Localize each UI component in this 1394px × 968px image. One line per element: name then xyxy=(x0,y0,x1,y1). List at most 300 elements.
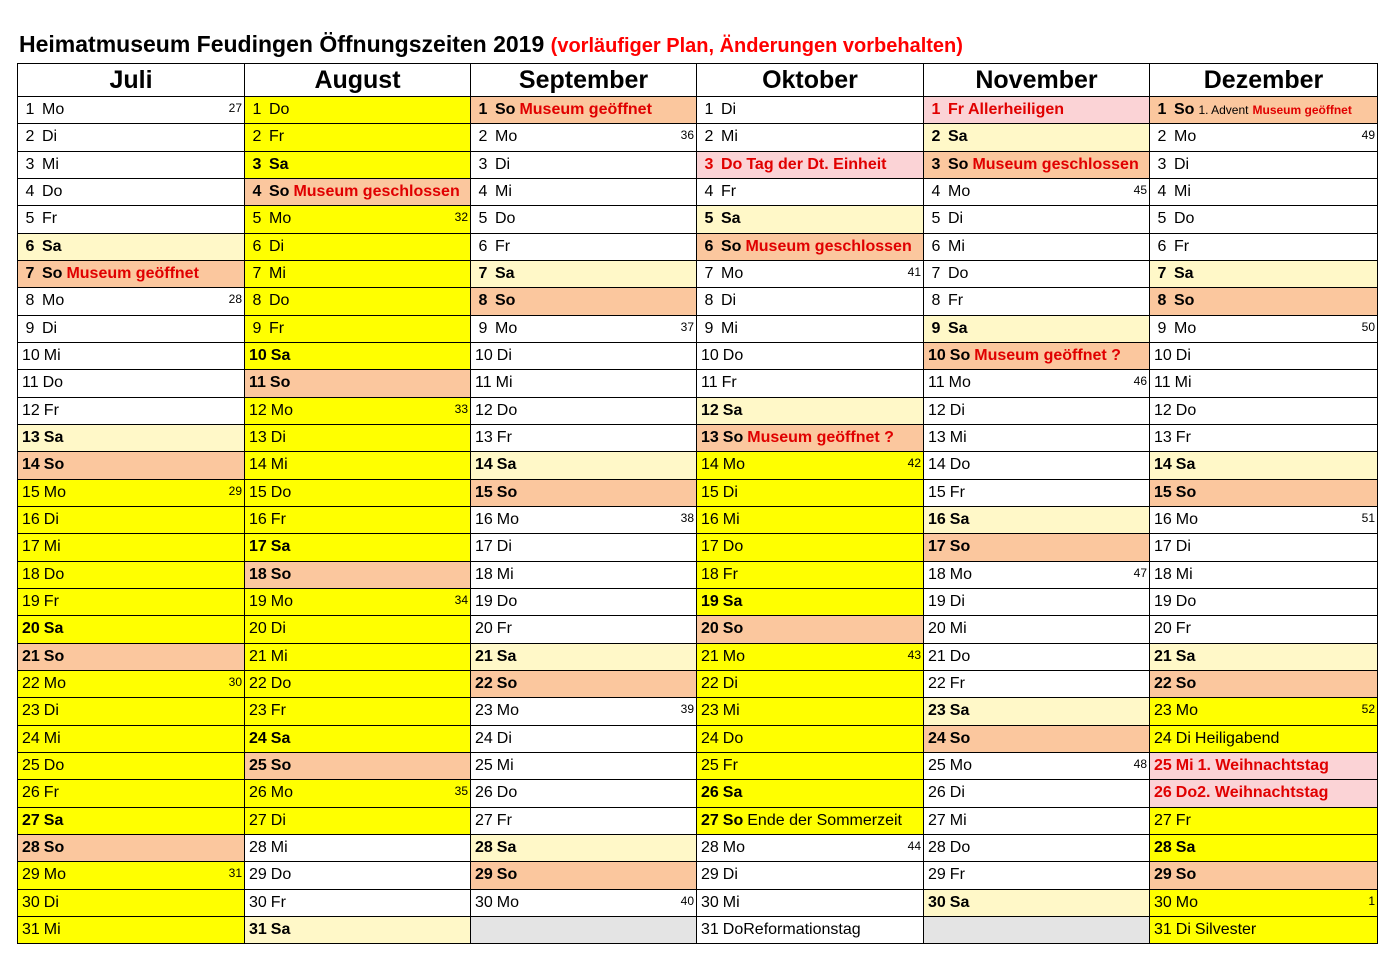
day-number: 7 xyxy=(1157,265,1167,283)
day-cell xyxy=(18,260,245,287)
day-note: Museum geschlossen xyxy=(972,155,1139,173)
day-number: 20 xyxy=(22,620,40,638)
day-cell xyxy=(1150,588,1378,615)
day-cell xyxy=(245,452,471,479)
table-row xyxy=(18,616,1378,643)
weekday: Sa xyxy=(270,921,291,938)
weekday: So xyxy=(722,811,744,829)
day-number: 4 xyxy=(252,183,262,201)
weekday: Fr xyxy=(1175,811,1191,829)
day-number: 10 xyxy=(1154,347,1172,365)
weekday: Sa xyxy=(722,593,743,611)
day-cell xyxy=(697,506,924,533)
day-number: 9 xyxy=(252,319,262,337)
day-number: 9 xyxy=(25,319,35,337)
week-number: 47 xyxy=(1133,565,1147,580)
day-cell xyxy=(471,670,697,697)
week-number: 34 xyxy=(454,592,468,607)
day-cell xyxy=(924,643,1150,670)
day-number: 12 xyxy=(928,401,946,419)
weekday: Mi xyxy=(495,374,513,392)
day-cell xyxy=(471,178,697,205)
weekday: Di xyxy=(1174,155,1190,173)
day-number: 2 xyxy=(25,128,35,146)
table-row xyxy=(18,315,1378,342)
day-cell xyxy=(245,178,471,205)
week-number: 35 xyxy=(454,784,468,799)
weekday: Mo xyxy=(949,757,973,775)
day-number: 10 xyxy=(249,347,267,365)
day-number: 1 xyxy=(478,101,488,119)
weekday: So xyxy=(43,647,65,665)
day-cell xyxy=(924,288,1150,315)
title-subtitle: (vorläufiger Plan, Änderungen vorbehalten) xyxy=(550,35,963,57)
weekday: Sa xyxy=(496,456,517,474)
table-row xyxy=(18,288,1378,315)
weekday: Mi xyxy=(42,155,59,173)
day-cell xyxy=(1150,534,1378,561)
day-cell xyxy=(697,862,924,889)
weekday: So xyxy=(1174,292,1195,310)
day-number: 20 xyxy=(1154,620,1172,638)
weekday: Mi xyxy=(270,647,288,665)
day-cell xyxy=(18,342,245,369)
weekday: Di xyxy=(43,702,59,720)
day-number: 29 xyxy=(22,866,40,884)
day-number: 28 xyxy=(1154,839,1172,857)
weekday: Mi xyxy=(948,237,965,255)
empty-cell xyxy=(471,916,697,943)
weekday: Mo xyxy=(495,319,518,337)
day-cell xyxy=(245,834,471,861)
weekday: Fr xyxy=(1175,620,1191,638)
day-number: 25 xyxy=(928,757,946,775)
day-number: 31 xyxy=(1154,921,1172,938)
weekday: Fr xyxy=(949,866,965,884)
weekday: So xyxy=(949,729,971,747)
day-number: 25 xyxy=(249,757,267,775)
day-note: Reformationstag xyxy=(743,921,861,938)
day-number: 12 xyxy=(249,401,267,419)
day-number: 27 xyxy=(928,811,946,829)
day-number: 24 xyxy=(928,729,946,747)
day-number: 19 xyxy=(701,593,719,611)
day-cell xyxy=(697,151,924,178)
table-row xyxy=(18,424,1378,451)
day-cell xyxy=(924,506,1150,533)
day-cell xyxy=(1150,506,1378,533)
day-cell xyxy=(1150,260,1378,287)
day-number: 21 xyxy=(475,647,493,665)
day-number: 19 xyxy=(475,593,493,611)
table-row xyxy=(18,916,1378,943)
weekday: So xyxy=(496,483,518,501)
day-number: 8 xyxy=(931,292,941,310)
weekday: So xyxy=(1175,675,1197,693)
day-cell xyxy=(471,342,697,369)
weekday: So xyxy=(949,347,971,365)
day-number: 6 xyxy=(1157,237,1167,255)
day-cell xyxy=(245,862,471,889)
day-number: 26 xyxy=(22,784,40,802)
day-number: 29 xyxy=(928,866,946,884)
day-cell xyxy=(471,807,697,834)
day-cell xyxy=(697,780,924,807)
day-cell xyxy=(1150,834,1378,861)
day-cell xyxy=(697,889,924,916)
day-number: 29 xyxy=(1154,866,1172,884)
day-cell xyxy=(18,178,245,205)
weekday: Do xyxy=(43,565,65,583)
table-row xyxy=(18,725,1378,752)
day-cell xyxy=(471,452,697,479)
day-cell xyxy=(924,725,1150,752)
weekday: Mi xyxy=(949,811,967,829)
day-number: 31 xyxy=(22,921,40,938)
day-number: 2 xyxy=(704,128,714,146)
day-cell xyxy=(18,916,245,943)
day-number: 10 xyxy=(22,347,40,365)
day-number: 30 xyxy=(928,893,946,911)
day-cell xyxy=(18,588,245,615)
day-cell xyxy=(697,807,924,834)
day-cell xyxy=(471,288,697,315)
day-number: 17 xyxy=(928,538,946,556)
day-number: 5 xyxy=(25,210,35,228)
day-cell xyxy=(245,725,471,752)
weekday: Di xyxy=(496,729,512,747)
day-cell xyxy=(697,206,924,233)
weekday: Di xyxy=(1175,538,1191,556)
day-cell xyxy=(924,862,1150,889)
day-number: 12 xyxy=(1154,401,1172,419)
day-cell xyxy=(697,97,924,124)
weekday: Fr xyxy=(496,811,512,829)
weekday: Di xyxy=(948,210,964,228)
day-cell xyxy=(245,752,471,779)
day-number: 20 xyxy=(701,620,719,638)
weekday: Mi xyxy=(1175,757,1194,775)
week-number: 28 xyxy=(228,292,242,307)
day-number: 2 xyxy=(931,128,941,146)
weekday: Mi xyxy=(496,565,514,583)
day-number: 30 xyxy=(475,893,493,911)
table-row xyxy=(18,670,1378,697)
weekday: Do xyxy=(269,292,290,310)
day-number: 3 xyxy=(478,155,488,173)
day-cell xyxy=(18,288,245,315)
day-cell xyxy=(697,342,924,369)
day-number: 2 xyxy=(1157,128,1167,146)
weekday: Di xyxy=(721,101,737,119)
day-cell xyxy=(245,479,471,506)
weekday: Mi xyxy=(722,893,740,911)
day-number: 6 xyxy=(252,237,262,255)
day-cell xyxy=(471,616,697,643)
day-cell xyxy=(697,260,924,287)
weekday: So xyxy=(1175,866,1197,884)
day-cell xyxy=(471,206,697,233)
weekday: Mi xyxy=(722,511,740,529)
day-cell xyxy=(471,889,697,916)
weekday: Do xyxy=(722,921,744,938)
day-cell xyxy=(1150,370,1378,397)
weekday: Do xyxy=(495,210,516,228)
day-number: 27 xyxy=(249,811,267,829)
day-number: 15 xyxy=(1154,483,1172,501)
day-number: 19 xyxy=(928,593,946,611)
day-cell xyxy=(245,206,471,233)
day-number: 27 xyxy=(475,811,493,829)
day-number: 23 xyxy=(22,702,40,720)
weekday: Mo xyxy=(43,483,67,501)
day-number: 17 xyxy=(701,538,719,556)
day-number: 24 xyxy=(701,729,719,747)
day-number: 27 xyxy=(22,811,40,829)
day-number: 21 xyxy=(22,647,40,665)
day-number: 21 xyxy=(1154,647,1172,665)
day-cell xyxy=(471,780,697,807)
day-number: 5 xyxy=(252,210,262,228)
weekday: Sa xyxy=(43,429,64,447)
weekday: Do xyxy=(1174,210,1195,228)
day-number: 21 xyxy=(928,647,946,665)
day-number: 15 xyxy=(249,483,267,501)
weekday: So xyxy=(722,620,744,638)
weekday: Di xyxy=(43,511,59,529)
day-number: 1 xyxy=(25,101,35,119)
day-note: Heiligabend xyxy=(1194,729,1280,747)
day-number: 3 xyxy=(931,155,941,173)
day-cell xyxy=(697,534,924,561)
day-cell xyxy=(18,698,245,725)
day-number: 2 xyxy=(478,128,488,146)
weekday: Do xyxy=(270,866,292,884)
day-number: 7 xyxy=(704,265,714,283)
weekday: Di xyxy=(1175,729,1191,747)
weekday: Fr xyxy=(721,374,737,392)
table-row xyxy=(18,178,1378,205)
day-number: 30 xyxy=(249,893,267,911)
weekday: Do xyxy=(270,675,292,693)
day-number: 17 xyxy=(475,538,493,556)
day-number: 9 xyxy=(704,319,714,337)
day-cell xyxy=(245,233,471,260)
day-cell xyxy=(1150,561,1378,588)
weekday: Mi xyxy=(270,839,288,857)
day-cell xyxy=(18,780,245,807)
weekday: Fr xyxy=(495,237,511,255)
day-cell xyxy=(471,561,697,588)
weekday: So xyxy=(269,183,290,201)
day-number: 28 xyxy=(475,839,493,857)
week-number: 48 xyxy=(1133,756,1147,771)
day-cell xyxy=(924,370,1150,397)
weekday: Di xyxy=(1175,347,1191,365)
day-note: Museum geöffnet ? xyxy=(747,429,894,447)
day-note: 1. Weihnachtstag xyxy=(1197,757,1329,775)
day-cell xyxy=(245,780,471,807)
day-cell xyxy=(1150,151,1378,178)
day-number: 7 xyxy=(25,265,35,283)
weekday: Mi xyxy=(721,319,738,337)
weekday: Sa xyxy=(495,265,515,283)
day-number: 6 xyxy=(25,237,35,255)
day-cell xyxy=(1150,288,1378,315)
day-cell xyxy=(471,534,697,561)
day-number: 16 xyxy=(249,511,267,529)
day-number: 8 xyxy=(25,292,35,310)
week-number: 30 xyxy=(228,674,242,689)
calendar-body xyxy=(18,97,1378,944)
day-number: 16 xyxy=(475,511,493,529)
day-number: 25 xyxy=(475,757,493,775)
weekday: Mi xyxy=(949,620,967,638)
weekday: So xyxy=(496,866,518,884)
weekday: So xyxy=(1175,483,1197,501)
day-note: Museum geöffnet xyxy=(66,265,199,283)
weekday: Di xyxy=(949,593,965,611)
day-number: 10 xyxy=(475,347,493,365)
day-number: 28 xyxy=(22,839,40,857)
weekday: Fr xyxy=(496,429,512,447)
day-cell xyxy=(18,452,245,479)
day-number: 29 xyxy=(701,866,719,884)
weekday: Fr xyxy=(722,757,738,775)
day-number: 19 xyxy=(1154,593,1172,611)
weekday: Di xyxy=(495,155,511,173)
weekday: So xyxy=(496,675,518,693)
day-cell xyxy=(245,616,471,643)
day-number: 6 xyxy=(478,237,488,255)
weekday: So xyxy=(270,757,292,775)
day-number: 29 xyxy=(249,866,267,884)
day-note: Tag der Dt. Einheit xyxy=(746,155,887,173)
weekday: Mi xyxy=(495,183,512,201)
weekday: Mi xyxy=(722,702,740,720)
day-cell xyxy=(471,698,697,725)
day-cell xyxy=(18,862,245,889)
day-number: 22 xyxy=(22,675,40,693)
day-cell xyxy=(18,561,245,588)
table-row xyxy=(18,752,1378,779)
day-cell xyxy=(245,807,471,834)
day-number: 24 xyxy=(22,729,40,747)
weekday: Sa xyxy=(949,511,970,529)
day-cell xyxy=(245,260,471,287)
day-number: 5 xyxy=(704,210,714,228)
day-cell xyxy=(18,370,245,397)
day-cell xyxy=(1150,233,1378,260)
day-note: Museum geschlossen xyxy=(745,237,912,255)
day-cell xyxy=(924,616,1150,643)
day-number: 24 xyxy=(475,729,493,747)
day-number: 1 xyxy=(931,101,941,119)
day-number: 13 xyxy=(475,429,493,447)
weekday: Do xyxy=(1175,784,1198,802)
weekday: Sa xyxy=(1175,456,1196,474)
weekday: Fr xyxy=(496,620,512,638)
day-number: 13 xyxy=(701,429,719,447)
weekday: Mo xyxy=(948,374,971,392)
week-number: 45 xyxy=(1133,182,1147,197)
day-cell xyxy=(471,260,697,287)
weekday: Sa xyxy=(722,784,743,802)
day-note: Silvester xyxy=(1194,921,1257,938)
weekday: Mi xyxy=(43,347,61,365)
day-number: 3 xyxy=(25,155,35,173)
table-row xyxy=(18,807,1378,834)
day-note: 2. Weihnachtstag xyxy=(1197,784,1329,802)
day-number: 12 xyxy=(701,401,719,419)
day-cell xyxy=(471,233,697,260)
day-number: 23 xyxy=(475,702,493,720)
day-cell xyxy=(924,206,1150,233)
day-cell xyxy=(471,124,697,151)
day-number: 4 xyxy=(704,183,714,201)
day-cell xyxy=(924,233,1150,260)
day-number: 11 xyxy=(701,374,718,392)
day-number: 16 xyxy=(701,511,719,529)
day-cell xyxy=(924,342,1150,369)
weekday: Sa xyxy=(42,237,62,255)
day-cell xyxy=(18,233,245,260)
weekday: Mo xyxy=(43,866,67,884)
weekday: Mi xyxy=(949,429,967,447)
day-number: 11 xyxy=(475,374,492,392)
weekday: Fr xyxy=(270,702,286,720)
weekday: Fr xyxy=(722,565,738,583)
weekday: Sa xyxy=(270,347,291,365)
day-cell xyxy=(245,916,471,943)
day-cell xyxy=(471,370,697,397)
day-cell xyxy=(471,424,697,451)
day-number: 18 xyxy=(475,565,493,583)
day-number: 2 xyxy=(252,128,262,146)
day-number: 8 xyxy=(252,292,262,310)
weekday: Do xyxy=(722,538,744,556)
day-number: 18 xyxy=(22,565,40,583)
day-cell xyxy=(245,315,471,342)
weekday: Di xyxy=(496,347,512,365)
weekday: Do xyxy=(1175,401,1197,419)
weekday: Do xyxy=(42,183,63,201)
weekday: Do xyxy=(42,374,64,392)
day-cell xyxy=(924,698,1150,725)
day-cell xyxy=(1150,616,1378,643)
day-number: 23 xyxy=(249,702,267,720)
day-note: Allerheiligen xyxy=(968,101,1065,119)
weekday: Di xyxy=(496,538,512,556)
week-number: 41 xyxy=(907,264,921,279)
day-number: 26 xyxy=(475,784,493,802)
day-cell xyxy=(697,288,924,315)
day-cell xyxy=(924,452,1150,479)
day-cell xyxy=(697,834,924,861)
day-cell xyxy=(471,315,697,342)
weekday: Mi xyxy=(43,921,61,938)
weekday: Mi xyxy=(43,538,61,556)
day-cell xyxy=(697,424,924,451)
day-cell xyxy=(924,780,1150,807)
day-cell xyxy=(245,506,471,533)
weekday: Di xyxy=(721,292,737,310)
day-number: 14 xyxy=(249,456,267,474)
weekday: Sa xyxy=(1175,647,1196,665)
day-number: 28 xyxy=(249,839,267,857)
weekday: So xyxy=(43,839,65,857)
day-number: 23 xyxy=(701,702,719,720)
